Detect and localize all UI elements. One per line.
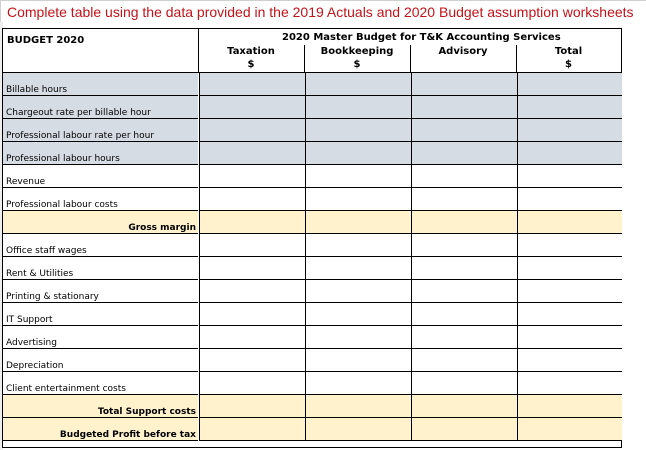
value-cell[interactable] bbox=[411, 188, 517, 211]
value-cell[interactable] bbox=[305, 234, 411, 257]
value-cell[interactable] bbox=[517, 234, 622, 257]
value-cell[interactable] bbox=[199, 349, 305, 372]
row-label: Professional labour rate per hour bbox=[6, 131, 155, 141]
row-label: Office staff wages bbox=[6, 246, 87, 256]
instruction-text: Complete table using the data provided in the 2019 Actuals and 2020 Budget assumption worksheets bbox=[0, 0, 646, 22]
value-cell[interactable] bbox=[517, 73, 622, 96]
row-label-cell bbox=[3, 395, 198, 418]
value-cell[interactable] bbox=[517, 165, 622, 188]
value-cell[interactable] bbox=[199, 257, 305, 280]
value-cell[interactable] bbox=[517, 96, 622, 119]
value-cell[interactable] bbox=[517, 119, 622, 142]
row-label-cell bbox=[3, 188, 198, 211]
value-cell[interactable] bbox=[199, 418, 305, 441]
value-cell[interactable] bbox=[411, 257, 517, 280]
value-cell[interactable] bbox=[517, 280, 622, 303]
row-label: Printing & stationary bbox=[6, 292, 99, 302]
value-cell[interactable] bbox=[305, 326, 411, 349]
value-cell[interactable] bbox=[517, 326, 622, 349]
value-cell[interactable] bbox=[411, 349, 517, 372]
value-cell[interactable] bbox=[411, 234, 517, 257]
row-label-cell bbox=[3, 257, 198, 280]
row-label-cell bbox=[3, 142, 198, 165]
row-label-cell bbox=[3, 211, 198, 234]
value-cell[interactable] bbox=[517, 349, 622, 372]
value-cell[interactable] bbox=[411, 119, 517, 142]
value-cell[interactable] bbox=[411, 418, 517, 441]
currency-symbol: $ bbox=[247, 59, 255, 70]
value-cell[interactable] bbox=[305, 257, 411, 280]
table-corner-title: BUDGET 2020 bbox=[7, 35, 85, 46]
column-header-taxation: Taxation bbox=[227, 46, 275, 57]
value-cell[interactable] bbox=[199, 326, 305, 349]
value-cell[interactable] bbox=[411, 303, 517, 326]
row-label-cell bbox=[3, 119, 198, 142]
row-label: Billable hours bbox=[6, 85, 68, 95]
value-cell[interactable] bbox=[199, 119, 305, 142]
row-label: IT Support bbox=[6, 315, 53, 325]
value-cell[interactable] bbox=[517, 142, 622, 165]
budget-table bbox=[2, 28, 622, 448]
value-cell[interactable] bbox=[517, 257, 622, 280]
value-cell[interactable] bbox=[517, 211, 622, 234]
row-label-cell bbox=[3, 372, 198, 395]
value-cell[interactable] bbox=[305, 188, 411, 211]
row-label-cell bbox=[3, 73, 198, 96]
value-cell[interactable] bbox=[517, 303, 622, 326]
column-header-total: Total bbox=[554, 46, 583, 57]
value-cell[interactable] bbox=[305, 119, 411, 142]
currency-symbol: $ bbox=[353, 59, 361, 70]
value-cell[interactable] bbox=[411, 73, 517, 96]
value-cell[interactable] bbox=[199, 395, 305, 418]
value-cell[interactable] bbox=[199, 188, 305, 211]
value-cell[interactable] bbox=[305, 280, 411, 303]
value-cell[interactable] bbox=[305, 372, 411, 395]
value-cell[interactable] bbox=[411, 372, 517, 395]
value-cell[interactable] bbox=[305, 303, 411, 326]
row-label: Chargeout rate per billable hour bbox=[6, 108, 151, 118]
row-label-cell bbox=[3, 326, 198, 349]
row-label-cell bbox=[3, 280, 198, 303]
value-cell[interactable] bbox=[517, 395, 622, 418]
value-cell[interactable] bbox=[199, 211, 305, 234]
master-budget-title: 2020 Master Budget for T&K Accounting Services bbox=[282, 32, 561, 43]
row-label-cell bbox=[3, 234, 198, 257]
row-label: Advertising bbox=[6, 338, 57, 348]
value-cell[interactable] bbox=[199, 372, 305, 395]
value-cell[interactable] bbox=[199, 96, 305, 119]
value-cell[interactable] bbox=[411, 165, 517, 188]
row-label-cell bbox=[3, 165, 198, 188]
value-cell[interactable] bbox=[411, 211, 517, 234]
value-cell[interactable] bbox=[305, 96, 411, 119]
value-cell[interactable] bbox=[411, 280, 517, 303]
column-header-bookkeeping: Bookkeeping bbox=[320, 46, 394, 57]
row-label: Client entertainment costs bbox=[6, 384, 126, 394]
row-label-cell bbox=[3, 418, 198, 441]
value-cell[interactable] bbox=[517, 372, 622, 395]
value-cell[interactable] bbox=[517, 188, 622, 211]
row-label: Budgeted Profit before tax bbox=[59, 430, 196, 440]
row-label: Professional labour hours bbox=[6, 154, 120, 164]
value-cell[interactable] bbox=[199, 280, 305, 303]
row-label-cell bbox=[3, 96, 198, 119]
value-cell[interactable] bbox=[199, 165, 305, 188]
currency-symbol: $ bbox=[565, 59, 572, 70]
value-cell[interactable] bbox=[305, 165, 411, 188]
value-cell[interactable] bbox=[199, 303, 305, 326]
row-label: Gross margin bbox=[128, 223, 196, 233]
value-cell[interactable] bbox=[199, 234, 305, 257]
column-header-advisory: Advisory bbox=[438, 46, 488, 57]
value-cell[interactable] bbox=[411, 326, 517, 349]
value-cell[interactable] bbox=[199, 142, 305, 165]
row-label: Rent & Utilities bbox=[6, 269, 74, 279]
value-cell[interactable] bbox=[411, 395, 517, 418]
value-cell[interactable] bbox=[305, 349, 411, 372]
value-cell[interactable] bbox=[305, 211, 411, 234]
value-cell[interactable] bbox=[517, 418, 622, 441]
value-cell[interactable] bbox=[199, 73, 305, 96]
row-label-cell bbox=[3, 349, 198, 372]
row-label: Depreciation bbox=[6, 361, 64, 371]
value-cell[interactable] bbox=[305, 142, 411, 165]
row-label-cell bbox=[3, 303, 198, 326]
value-cell[interactable] bbox=[305, 418, 411, 441]
value-cell[interactable] bbox=[411, 142, 517, 165]
value-cell[interactable] bbox=[305, 73, 411, 96]
value-cell[interactable] bbox=[411, 96, 517, 119]
row-label: Professional labour costs bbox=[6, 200, 118, 210]
row-label: Revenue bbox=[6, 177, 46, 187]
row-label: Total Support costs bbox=[97, 407, 196, 417]
value-cell[interactable] bbox=[305, 395, 411, 418]
